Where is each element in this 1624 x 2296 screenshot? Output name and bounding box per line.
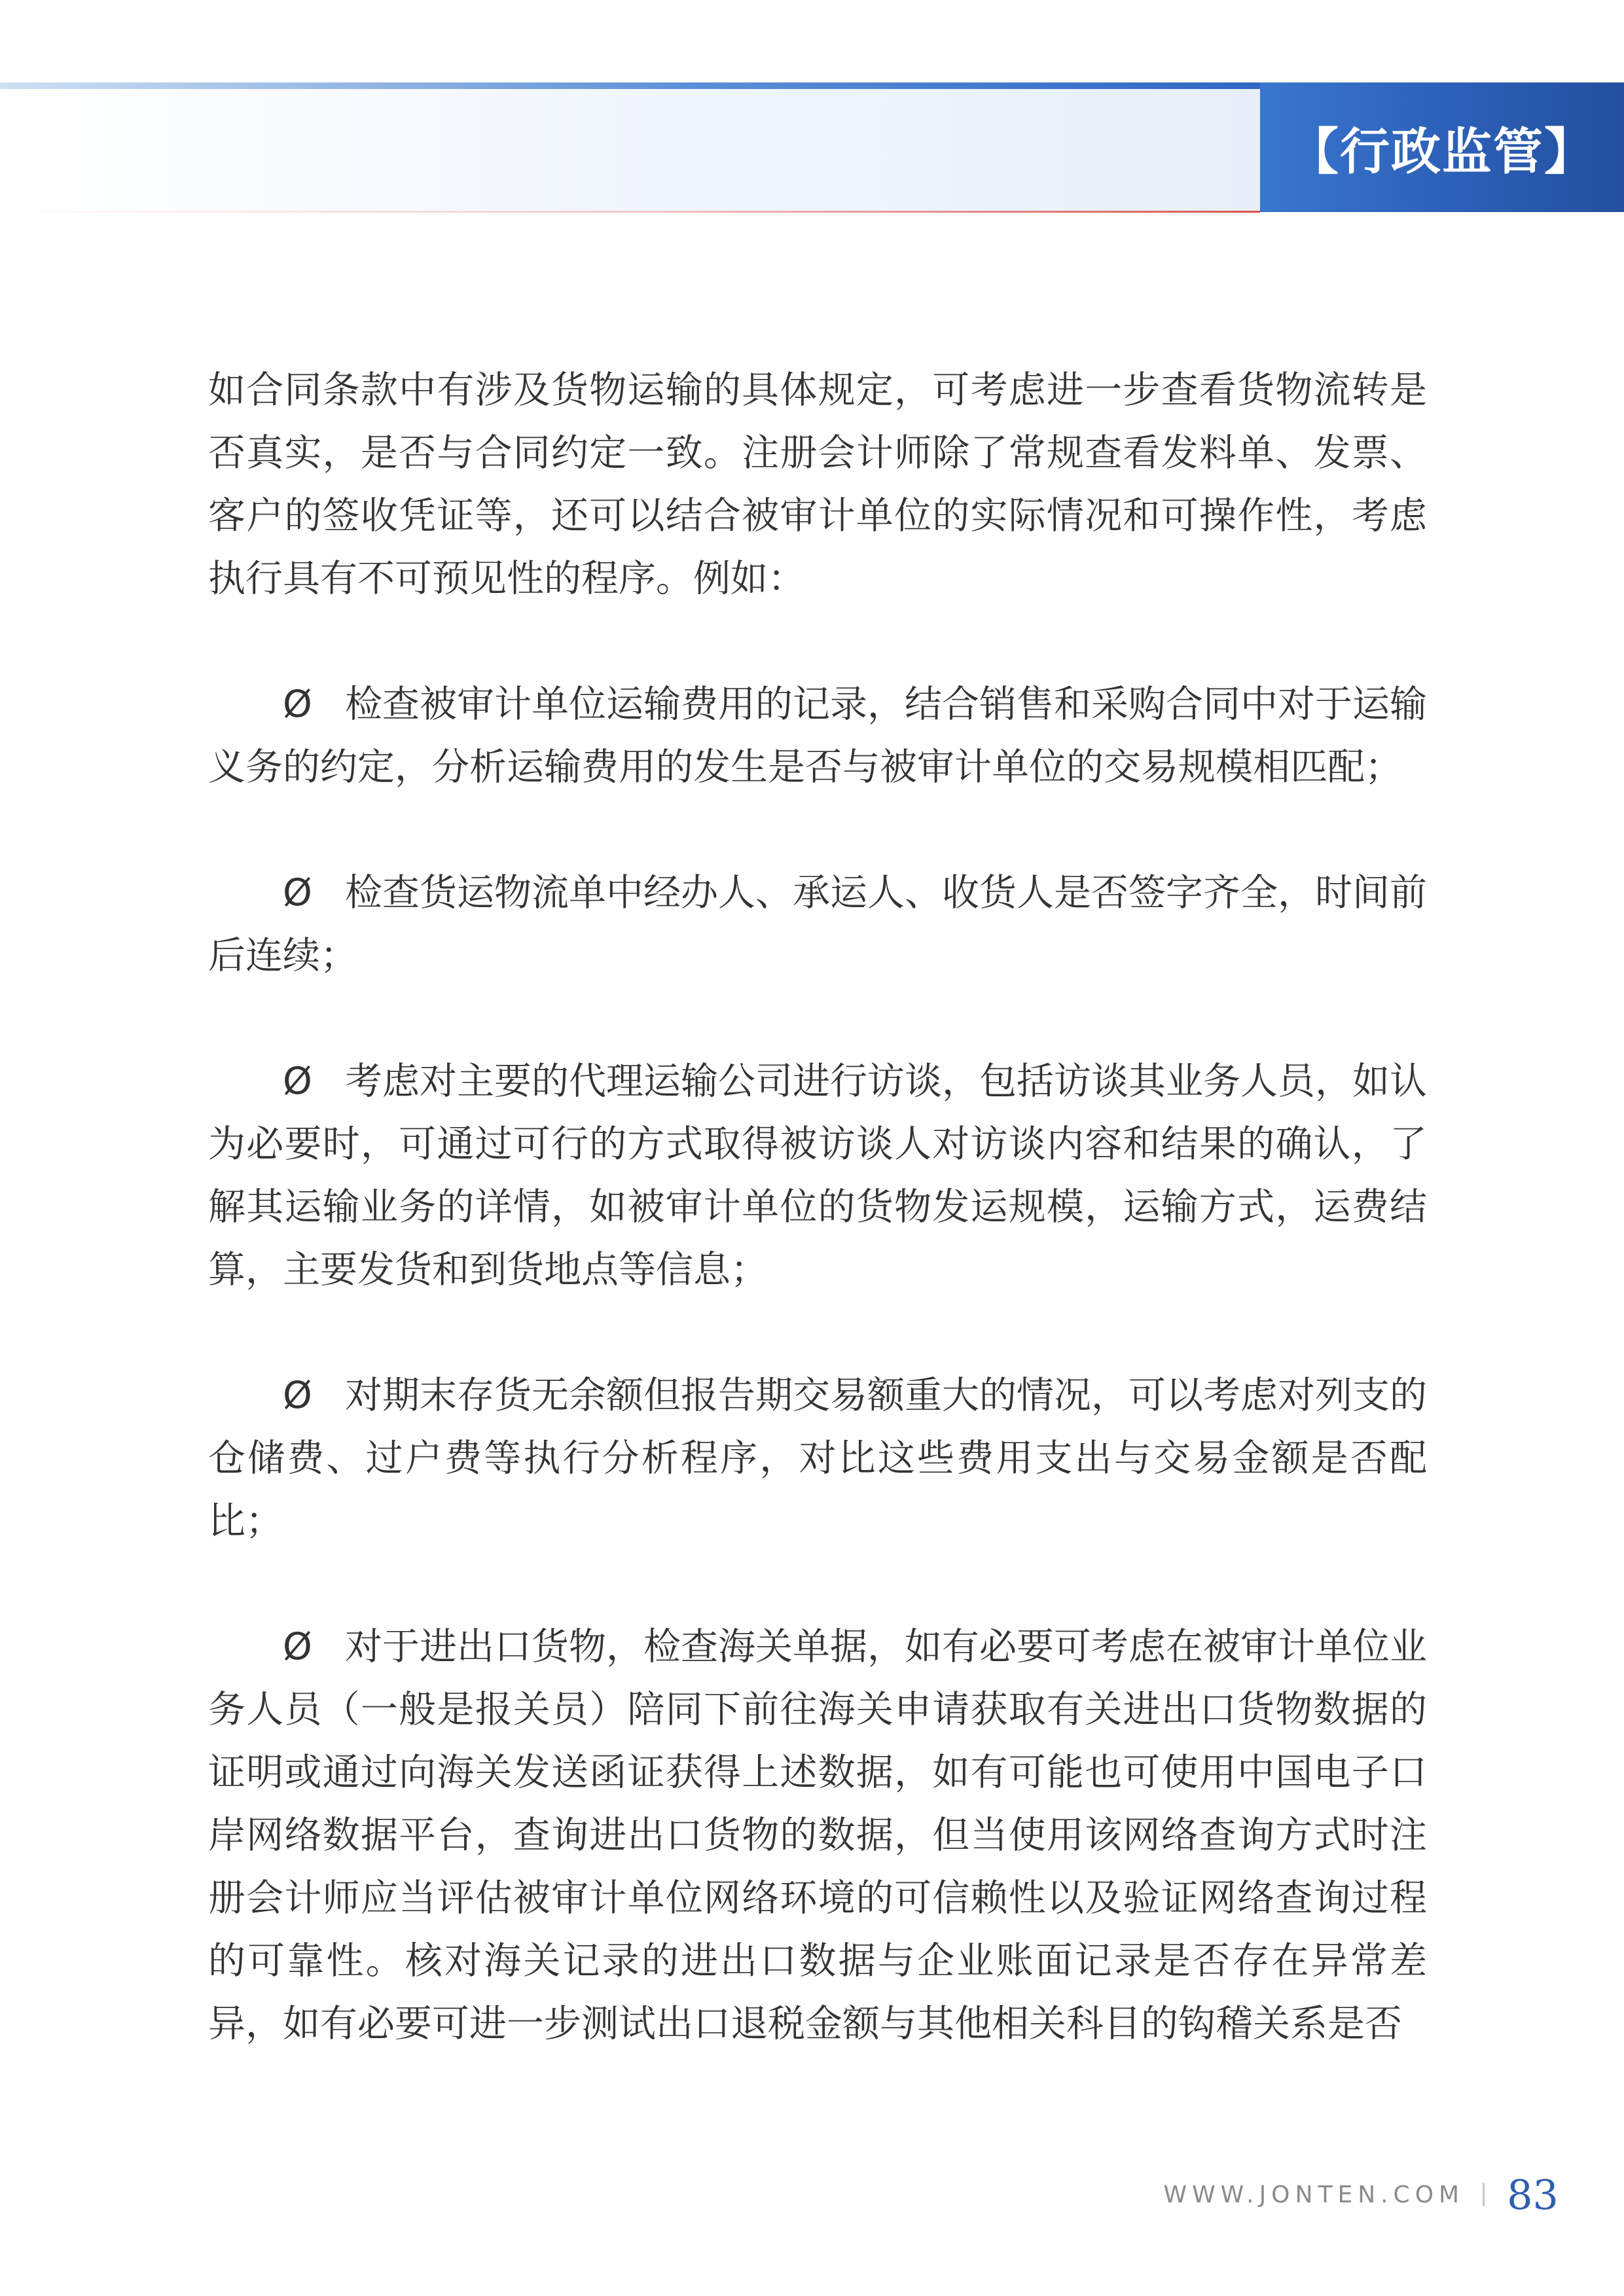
page-number: 83 — [1507, 2170, 1559, 2219]
bullet-text: 对期末存货无余额但报告期交易额重大的情况，可以考虑对列支的仓储费、过户费等执行分析程序，对比这些费用支出与交易金额是否配比； — [208, 1374, 1427, 1543]
bullet-text: 对于进出口货物，检查海关单据，如有必要可考虑在被审计单位业务人员（一般是报关员）陪同下前往海关申请获取有关进出口货物数据的证明或通过向海关发送函证获得上述数据，如有可能也可使用中国电子口岸网络数据平台，查询进出口货物的数据，但当使用该网络查询方式时注册会计师应当评估被审计单位网络环境的可信赖性以及验证网络查询过程的可靠性。核对海关记录的进出口数据与企业账面记录是否存在异常差异，如有必要可进一步测试出口退税金额与其他相关科目的钩稽关系是否 — [208, 1625, 1427, 2045]
header-band — [0, 89, 1260, 212]
bullet-text: 检查被审计单位运输费用的记录，结合销售和采购合同中对于运输义务的约定，分析运输费用的发生是否与被审计单位的交易规模相匹配； — [208, 683, 1427, 789]
bullet-item — [208, 1050, 1427, 1301]
section-label: 【行政监管】 — [1289, 122, 1595, 181]
bullet-symbol: Ø — [283, 871, 312, 914]
bullet-item — [208, 861, 1427, 987]
bullet-symbol: Ø — [283, 1060, 312, 1103]
bullet-text: 考虑对主要的代理运输公司进行访谈，包括访谈其业务人员，如认为必要时，可通过可行的方式取得被访谈人对访谈内容和结果的确认，了解其运输业务的详情，如被审计单位的货物发运规模，运输方式，运费结算，主要发货和到货地点等信息； — [208, 1060, 1427, 1291]
intro-paragraph: 如合同条款中有涉及货物运输的具体规定，可考虑进一步查看货物流转是否真实，是否与合同约定一致。注册会计师除了常规查看发料单、发票、客户的签收凭证等，还可以结合被审计单位的实际情况和可操作性，考虑执行具有不可预见性的程序。例如： — [208, 368, 1427, 600]
bullet-symbol: Ø — [283, 1374, 312, 1417]
bullet-text: 检查货运物流单中经办人、承运人、收货人是否签字齐全，时间前后连续； — [208, 871, 1427, 977]
bullet-symbol: Ø — [283, 683, 312, 726]
website-link[interactable]: WWW.JONTEN.COM — [1163, 2181, 1465, 2208]
bullet-symbol: Ø — [283, 1625, 312, 1668]
header-bottom-line — [0, 211, 1260, 213]
bullet-item — [208, 1615, 1427, 2055]
page-footer — [1163, 2165, 1559, 2224]
footer-divider — [1483, 2183, 1485, 2206]
bullet-item — [208, 673, 1427, 798]
header-top-line — [0, 82, 1260, 89]
bullet-item — [208, 1364, 1427, 1552]
article-body — [208, 359, 1427, 2055]
